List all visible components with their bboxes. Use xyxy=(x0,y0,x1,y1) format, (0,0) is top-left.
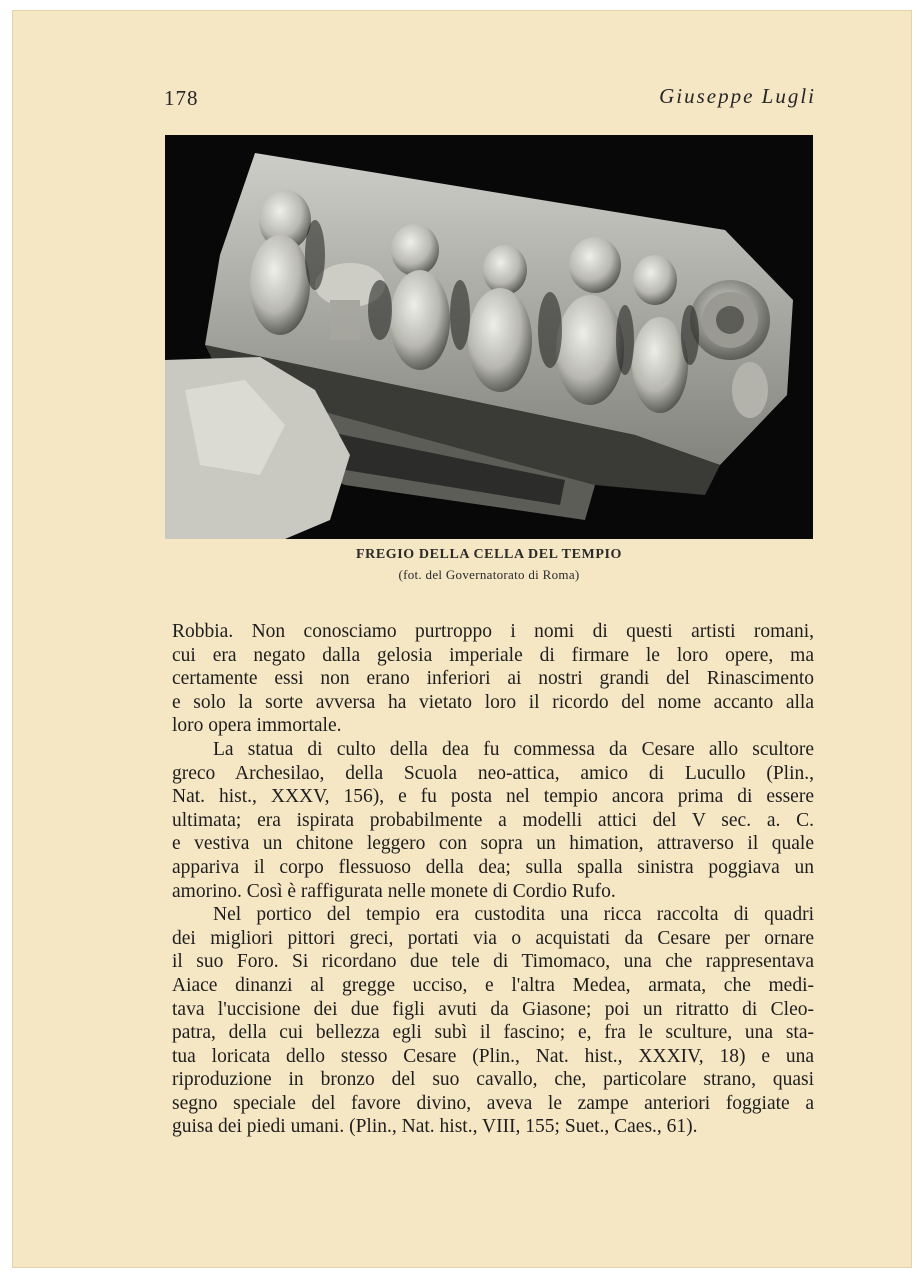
text-line: appariva il corpo flessuoso della dea; sulla spalla sinistra poggiava un xyxy=(172,856,814,878)
paragraph xyxy=(172,738,814,903)
text-line: Aiace dinanzi al gregge ucciso, e l'altra Medea, armata, che medi- xyxy=(172,974,814,996)
running-head-author: Giuseppe Lugli xyxy=(659,84,816,108)
text-line: loro opera immortale. xyxy=(172,715,342,737)
text-line: amorino. Così è raffigurata nelle monete di Cordio Rufo. xyxy=(172,880,616,902)
text-line: Robbia. Non conosciamo purtroppo i nomi di questi artisti romani, xyxy=(172,621,814,642)
figure-caption xyxy=(165,544,813,584)
text-line: greco Archesilao, della Scuola neo-attica, amico di Lucullo (Plin., xyxy=(172,762,814,784)
text-line: certamente essi non erano inferiori ai nostri grandi del Rinascimento xyxy=(172,668,814,690)
text-line: Nel portico del tempio era custodita una ricca raccolta di quadri xyxy=(213,904,814,926)
frieze-photograph xyxy=(165,135,813,539)
text-line: Nat. hist., XXXV, 156), e fu posta nel tempio ancora prima di essere xyxy=(172,786,814,808)
text-line: dei migliori pittori greci, portati via o acquistati da Cesare per ornare xyxy=(172,927,814,949)
text-line: tua loricata dello stesso Cesare (Plin., Nat. hist., XXXIV, 18) e una xyxy=(172,1045,814,1067)
frieze-relief-illustration xyxy=(165,135,813,539)
text-line: e solo la sorte avversa ha vietato loro il ricordo del nome accanto alla xyxy=(172,691,814,713)
caption-credit: (fot. del Governatorato di Roma) xyxy=(398,567,580,582)
text-line: patra, della cui bellezza egli subì il fascino; e, fra le sculture, una sta- xyxy=(172,1022,814,1044)
body-text xyxy=(172,620,814,1139)
text-line: guisa dei piedi umani. (Plin., Nat. hist., VIII, 155; Suet., Caes., 61). xyxy=(172,1116,698,1138)
page-number: 178 xyxy=(164,86,199,110)
text-line: cui era negato dalla gelosia imperiale di firmare le loro opere, ma xyxy=(172,644,814,666)
caption-title: FREGIO DELLA CELLA DEL TEMPIO xyxy=(355,547,623,562)
paragraph xyxy=(172,620,814,738)
text-line: La statua di culto della dea fu commessa da Cesare allo scultore xyxy=(213,738,814,760)
paragraph xyxy=(172,903,814,1139)
text-line: e vestiva un chitone leggero con sopra un himation, attraverso il quale xyxy=(172,833,814,855)
text-line: riproduzione in bronzo del suo cavallo, che, particolare strano, quasi xyxy=(172,1069,814,1091)
text-line: il suo Foro. Si ricordano due tele di Timomaco, una che rappresentava xyxy=(172,951,814,973)
text-line: ultimata; era ispirata probabilmente a modelli attici del V sec. a. C. xyxy=(172,809,814,831)
text-line: tava l'uccisione dei due figli avuti da Giasone; poi un ritratto di Cleo- xyxy=(172,998,814,1020)
book-page xyxy=(12,10,912,1268)
text-line: segno speciale del favore divino, aveva le zampe anteriori foggiate a xyxy=(172,1092,814,1114)
page-header xyxy=(12,82,912,112)
